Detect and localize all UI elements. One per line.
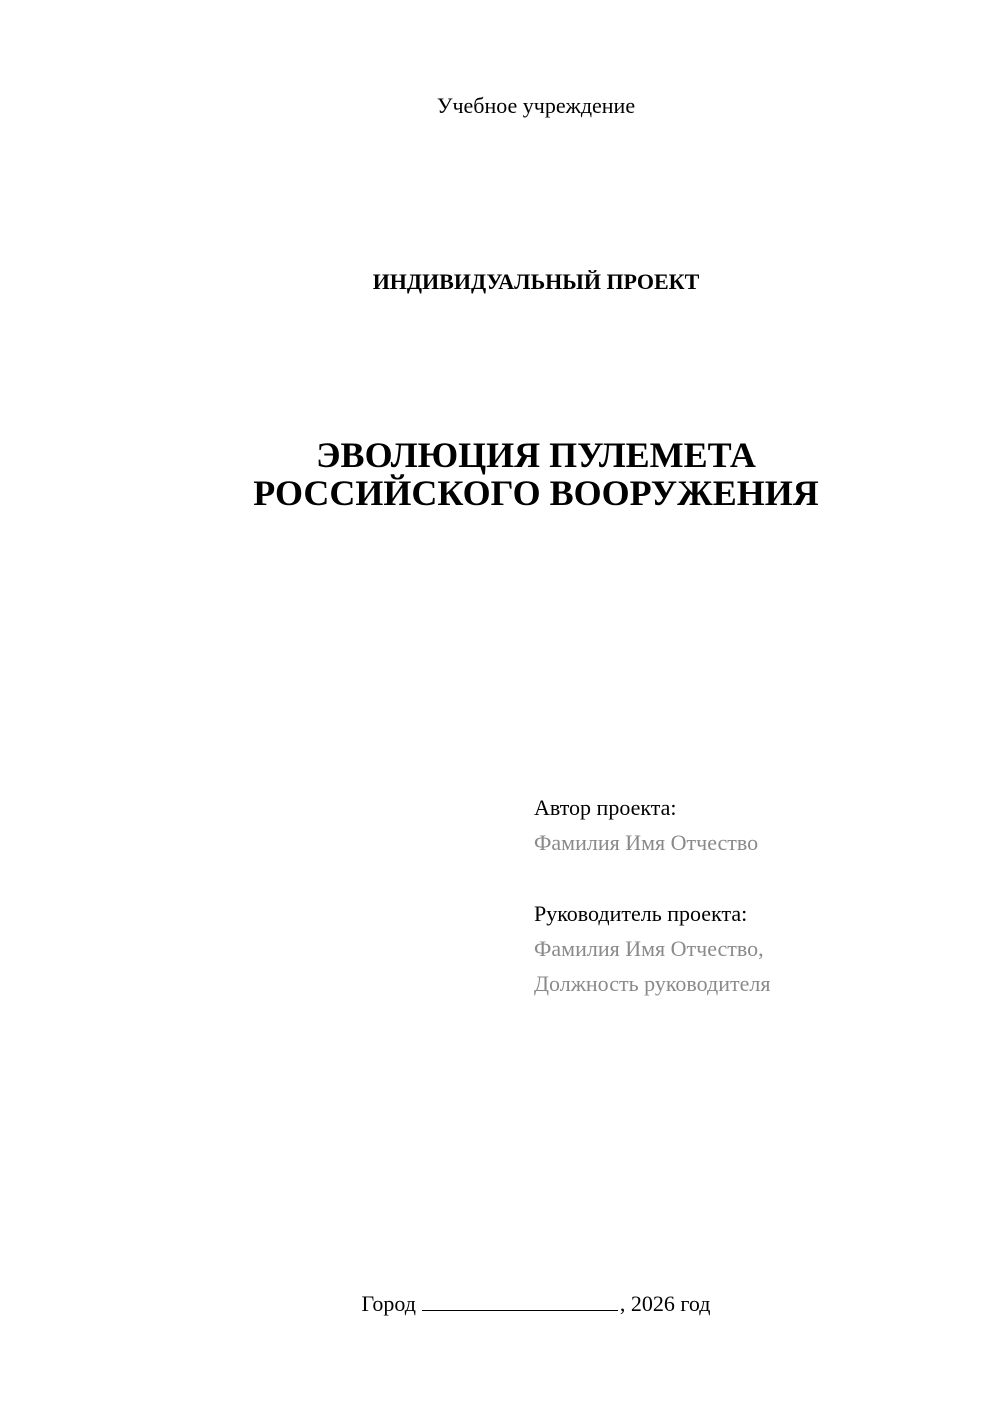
info-spacer	[534, 860, 974, 896]
city-label: Город	[361, 1291, 416, 1316]
supervisor-name: Фамилия Имя Отчество,	[534, 936, 764, 961]
city-blank-line	[422, 1292, 618, 1311]
year-text: , 2026 год	[619, 1291, 711, 1316]
author-label: Автор проекта:	[534, 795, 677, 820]
project-title-line-1: ЭВОЛЮЦИЯ ПУЛЕМЕТА	[316, 435, 756, 475]
project-type-heading: ИНДИВИДУАЛЬНЫЙ ПРОЕКТ	[372, 269, 700, 294]
project-title	[0, 436, 1000, 512]
institution-name: Учебное учреждение	[436, 93, 636, 118]
supervisor-position: Должность руководителя	[534, 971, 771, 996]
author-name: Фамилия Имя Отчество	[534, 830, 759, 855]
footer-city-year	[0, 1290, 1000, 1318]
project-info-block	[534, 790, 974, 1001]
project-title-line-2: РОССИЙСКОГО ВООРУЖЕНИЯ	[253, 473, 819, 513]
supervisor-label: Руководитель проекта:	[534, 901, 748, 926]
